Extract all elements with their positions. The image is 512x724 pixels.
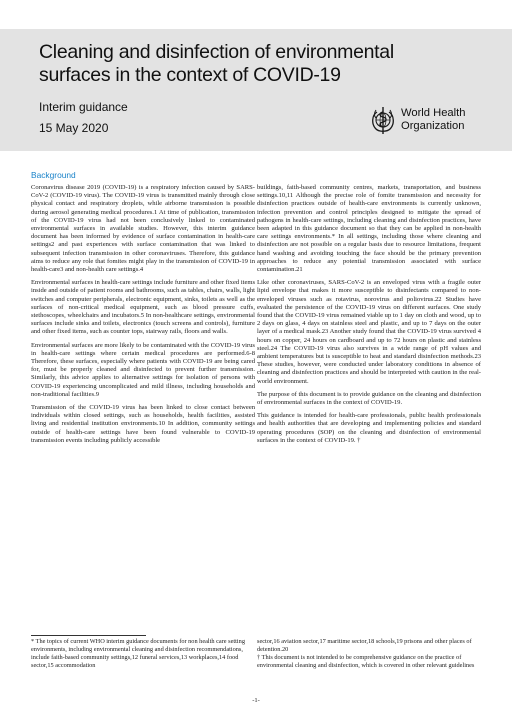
paragraph: Transmission of the COVID-19 virus has been linked to close contact between individuals within closed settings, such as households, health facilities, assisted living and residential institution environments.10 In addition, community settings outside of health-care settings have been found vulnerable to COVID-19 transmission events including publicly accessible bbox=[31, 404, 255, 444]
paragraph: This guidance is intended for health-care professionals, public health professionals and health authorities that are developing and implementing policies and standard operating procedures (SOP) on the cleaning and disinfection of environmental surfaces in the context of COVID-19. † bbox=[257, 412, 481, 444]
paragraph: buildings, faith-based community centres, markets, transportation, and business settings.10,11 Although the precise role of fomite transmission and necessity for disinfection practices outside of health-care environments is currently unknown, infection prevention and control principles designed to mitigate the spread of pathogens in health-care settings, including cleaning and disinfection practices, have been adapted in this guidance document so that they can be applied in non-health care settings environments.* In all settings, including those where cleaning and disinfection are not possible on a regular basis due to resource limitations, frequent hand washing and avoiding touching the face should be the primary prevention approaches to reduce any potential transmission associated with surface contamination.21 bbox=[257, 184, 481, 274]
footnote-text: sector,16 aviation sector,17 maritime sector,18 schools,19 prisons and other places of detention.20 bbox=[257, 638, 472, 653]
paragraph: Coronavirus disease 2019 (COVID-19) is a respiratory infection caused by SARS-CoV-2 (COVID-19 virus). The COVID-19 virus is transmitted mainly through close physical contact and respiratory droplets, while airborne transmission is possible during aerosol generating medical procedures.1 At time of publication, transmission of the COVID-19 virus had not been conclusively linked to contaminated environmental surfaces in available studies. However, this interim guidance document has been informed by evidence of surface contamination in health-care settings2 and past experiences with surface contamination that was linked to subsequent infection transmission in other coronaviruses. Therefore, this guidance aims to reduce any role that fomites might play in the transmission of COVID-19 in health-care3 and non-health care settings.4 bbox=[31, 184, 255, 274]
who-wordmark-line2: Organization bbox=[401, 119, 465, 132]
who-wordmark bbox=[401, 107, 465, 132]
paragraph: Like other coronaviruses, SARS-CoV-2 is an enveloped virus with a fragile outer lipid envelope that makes it more susceptible to disinfectants compared to non-enveloped viruses such as rotavirus, norovirus and poliovirus.22 Studies have evaluated the persistence of the COVID-19 virus on different surfaces. One study found that the COVID-19 virus remained viable up to 1 day on cloth and wood, up to 2 days on glass, 4 days on stainless steel and plastic, and up to 7 days on the outer layer of a medical mask.23 Another study found that the COVID-19 virus survived 4 hours on copper, 24 hours on cardboard and up to 72 hours on plastic and stainless steel.24 The COVID-19 virus also survives in a wide range of pH values and ambient temperatures but is susceptible to heat and standard disinfection methods.23 These studies, however, were conducted under laboratory conditions in absence of cleaning and disinfection practices and should be interpreted with caution in the real-world environment. bbox=[257, 279, 481, 385]
left-column bbox=[31, 184, 255, 450]
right-column bbox=[257, 184, 481, 450]
who-wordmark-line1: World Health bbox=[401, 107, 466, 119]
who-emblem-icon bbox=[368, 104, 398, 136]
footnote-right bbox=[257, 638, 481, 670]
document-title: Cleaning and disinfection of environmental surfaces in the context of COVID-19 bbox=[39, 41, 394, 86]
section-heading-background: Background bbox=[31, 170, 76, 180]
page-number: -1- bbox=[252, 697, 260, 704]
footnote-left bbox=[31, 638, 255, 670]
document-subtitle: Interim guidance bbox=[39, 100, 128, 114]
who-logo bbox=[368, 104, 478, 138]
footnote-divider bbox=[31, 635, 146, 636]
footnote-text: † This document is not intended to be comprehensive guidance on the practice of environmental cleaning and disinfection, which is covered in other relevant guidelines bbox=[257, 653, 475, 669]
paragraph: Environmental surfaces are more likely to be contaminated with the COVID-19 virus in health-care settings where certain medical procedures are performed.6-8 Therefore, these surfaces, especially where patients with COVID-19 are being cared for, must be properly cleaned and disinfected to prevent further transmission. Similarly, this advice applies to alternative settings for isolation of persons with COVID-19 experiencing uncomplicated and mild illness, including households and non-traditional facilities.9 bbox=[31, 341, 255, 398]
paragraph: Environmental surfaces in health-care settings include furniture and other fixed items inside and outside of patient rooms and bathrooms, such as tables, chairs, walls, light switches and computer peripherals, electronic equipment, sinks, toilets as well as the surfaces of non-critical medical equipment, such as blood pressure cuffs, stethoscopes, wheelchairs and incubators.5 In non-healthcare settings, environmental surfaces include sinks and toilets, electronics (touch screens and controls), furniture and other fixed items, such as counter tops, stairway rails, floors and walls. bbox=[31, 279, 255, 336]
footnote-text: * The topics of current WHO interim guidance documents for non health care setting environments, including environmental cleaning and disinfection recommendations, include faith-based community settings,12 funeral services,13 workplaces,14 food sector,15 accommodation bbox=[31, 638, 245, 669]
paragraph: The purpose of this document is to provide guidance on the cleaning and disinfection of environmental surfaces in the context of COVID-19. bbox=[257, 390, 481, 407]
publication-date: 15 May 2020 bbox=[39, 121, 109, 135]
